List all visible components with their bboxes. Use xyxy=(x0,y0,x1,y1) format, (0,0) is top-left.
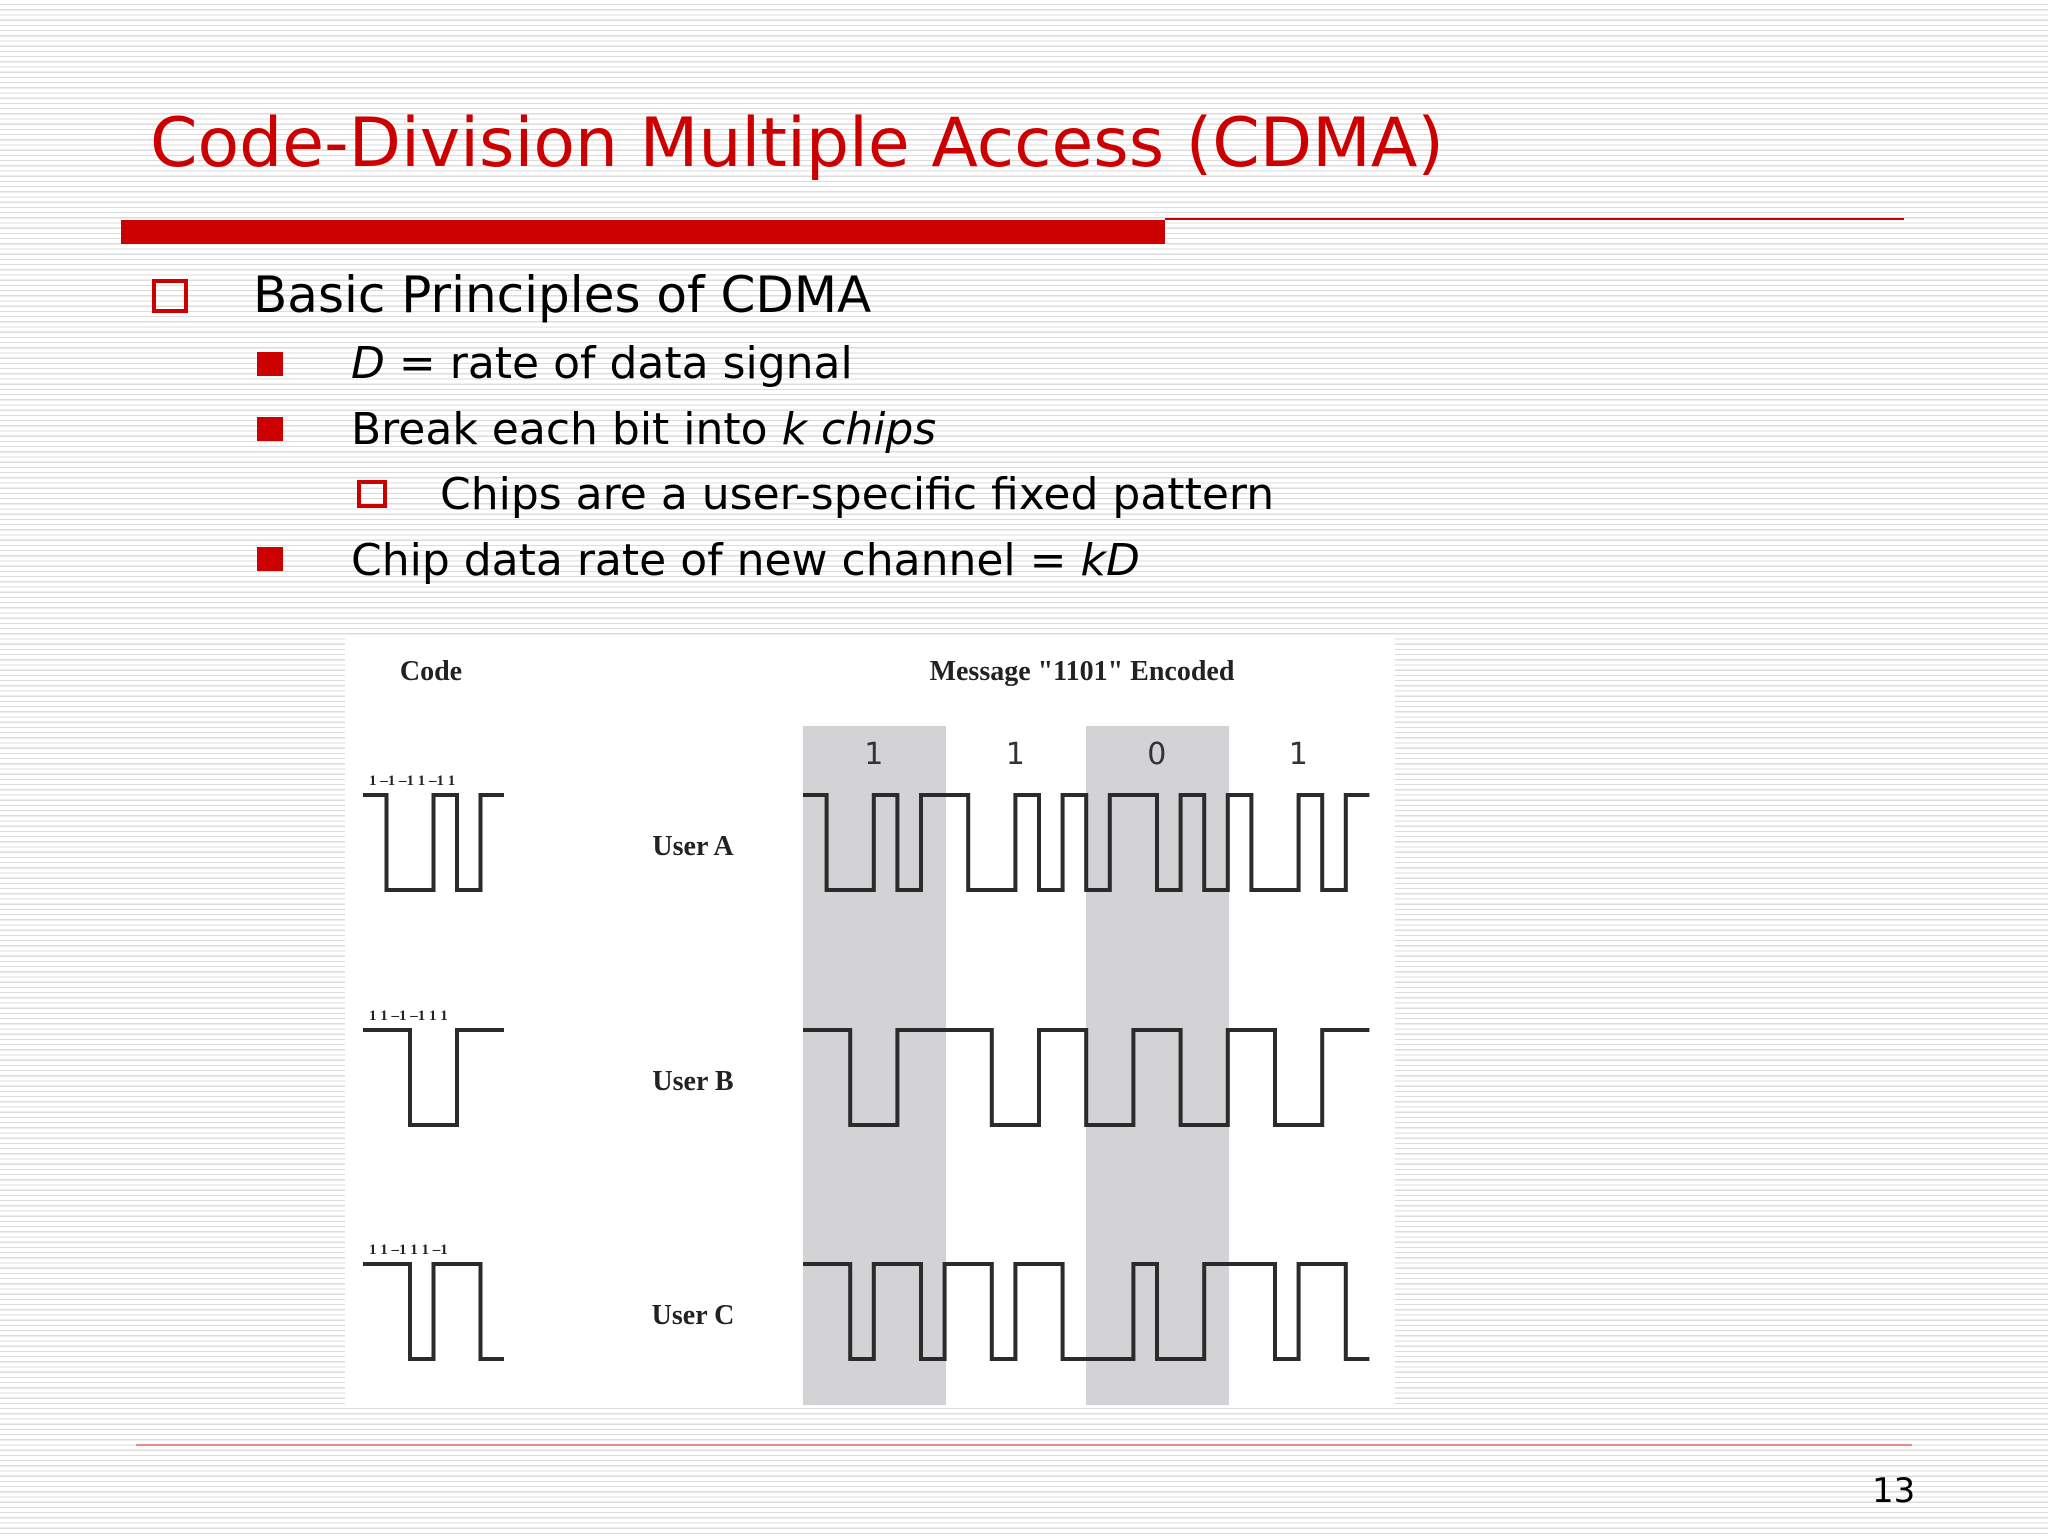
code-chip-label: 1 –1 –1 1 –1 1 xyxy=(369,773,456,789)
message-bit-label: 1 xyxy=(1005,737,1025,772)
hollow-square-bullet-icon xyxy=(152,279,188,313)
bullet-chips-pattern: Chips are a user-specific fixed pattern xyxy=(440,469,1275,520)
title-underline-thin xyxy=(1165,218,1904,220)
filled-square-bullet-icon xyxy=(257,352,283,376)
k-chips-text: k chips xyxy=(781,404,937,455)
filled-square-bullet-icon xyxy=(257,547,283,571)
var-d: D xyxy=(351,338,385,389)
cdma-diagram xyxy=(345,638,1395,1405)
hollow-square-bullet-icon xyxy=(357,480,387,508)
bullet-chip-rate xyxy=(351,535,1140,586)
code-chip-labels xyxy=(369,773,455,1258)
code-waveform xyxy=(363,1264,504,1359)
data-rate-text: = rate of data signal xyxy=(384,338,853,389)
chip-rate-text: Chip data rate of new channel = xyxy=(351,535,1081,586)
code-waveforms xyxy=(363,795,504,1359)
user-label: User B xyxy=(652,1066,734,1097)
message-bit-label: 0 xyxy=(1147,737,1167,772)
message-bit-label: 1 xyxy=(1288,737,1308,772)
filled-square-bullet-icon xyxy=(257,417,283,441)
code-header: Code xyxy=(399,656,463,687)
user-labels xyxy=(652,831,735,1331)
code-waveform xyxy=(363,1030,504,1125)
footer-rule xyxy=(136,1444,1912,1446)
kd-text: kD xyxy=(1080,535,1140,586)
cdma-encoding-figure xyxy=(345,638,1395,1405)
bullet-break-bits xyxy=(351,404,937,455)
break-text: Break each bit into xyxy=(351,404,782,455)
message-bit-label: 1 xyxy=(864,737,884,772)
code-chip-label: 1 1 –1 1 1 –1 xyxy=(369,1242,448,1258)
page-number: 13 xyxy=(1872,1471,1916,1511)
title-underline-thick xyxy=(121,220,1165,244)
message-header: Message "1101" Encoded xyxy=(929,656,1235,687)
bullet-data-rate xyxy=(351,338,853,389)
code-waveform xyxy=(363,795,504,890)
code-chip-label: 1 1 –1 –1 1 1 xyxy=(369,1008,448,1024)
slide-title: Code-Division Multiple Access (CDMA) xyxy=(150,104,1444,183)
user-label: User C xyxy=(651,1300,735,1331)
bullet-basic-principles: Basic Principles of CDMA xyxy=(253,266,872,324)
user-label: User A xyxy=(652,831,734,862)
